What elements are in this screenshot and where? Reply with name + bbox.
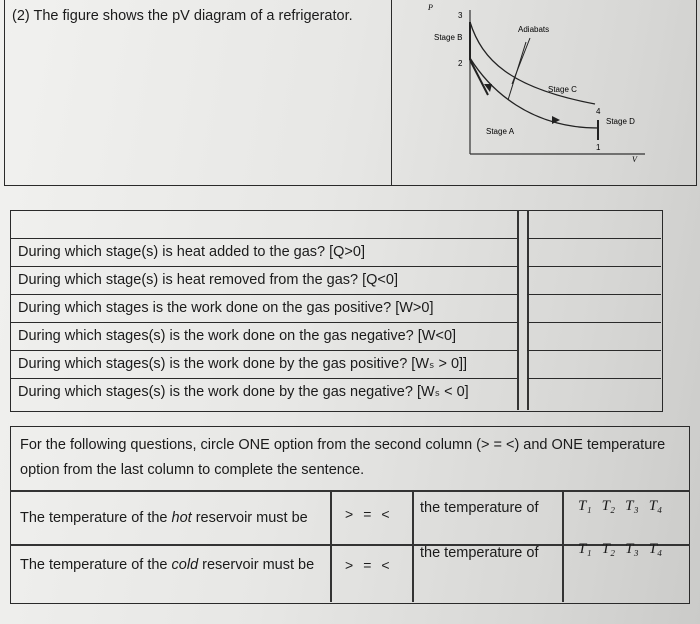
adiabats-pointer: [512, 38, 530, 84]
p-axis-label: P: [428, 3, 433, 12]
stage-c-label: Stage C: [548, 85, 577, 94]
point-4-label: 4: [596, 107, 601, 116]
stage-b-label: Stage B: [434, 33, 463, 42]
hot-comparison-text: the temperature of: [420, 500, 539, 516]
point-3-label: 3: [458, 11, 463, 20]
cold-comparison-text: the temperature of: [420, 545, 539, 561]
pv-diagram: [390, 0, 696, 184]
instruction-line-1: For the following questions, circle ONE option from the second column (> = <) and ONE temperature: [20, 437, 666, 453]
answer-cell[interactable]: [527, 294, 661, 323]
temperature-option[interactable]: T₂: [601, 541, 616, 557]
question-row: During which stage(s) is heat added to the gas? [Q>0]: [10, 238, 517, 267]
stage-a-line: [470, 60, 488, 95]
point-1-label: 1: [596, 143, 601, 152]
answer-cell[interactable]: [527, 238, 661, 267]
hot-emphasis: hot: [171, 510, 192, 526]
point-2-label: 2: [458, 59, 463, 68]
cold-comparison-options[interactable]: [345, 557, 400, 575]
temperature-option[interactable]: T₃: [625, 498, 639, 514]
answer-cell[interactable]: [527, 350, 661, 379]
stage-d-label: Stage D: [606, 117, 635, 126]
question-row: During which stages is the work done on the gas positive? [W>0]: [10, 294, 517, 323]
temperature-option[interactable]: T₄: [648, 498, 663, 514]
temperature-option[interactable]: T₃: [625, 541, 639, 557]
cold-reservoir-sentence: The temperature of the cold reservoir must be: [20, 557, 315, 573]
cold-emphasis: cold: [171, 557, 199, 573]
temperature-option[interactable]: T₄: [648, 541, 663, 557]
greater-than-option[interactable]: >: [345, 557, 354, 573]
greater-than-option[interactable]: >: [345, 506, 354, 522]
less-than-option[interactable]: <: [381, 557, 390, 573]
question-row: During which stages(s) is the work done on the gas negative? [W<0]: [10, 322, 517, 351]
instruction-line-2: option from the last column to complete the sentence.: [20, 462, 365, 478]
answer-cell[interactable]: [527, 378, 661, 407]
less-than-option[interactable]: <: [381, 506, 390, 522]
question-text: (2) The figure shows the pV diagram of a refrigerator.: [12, 8, 353, 24]
hot-temperature-options[interactable]: [578, 497, 672, 515]
question-row: During which stages(s) is the work done by the gas negative? [Wₛ < 0]: [10, 378, 517, 407]
question-row: During which stages(s) is the work done by the gas positive? [Wₛ > 0]]: [10, 350, 517, 379]
stage-a-label: Stage A: [486, 127, 515, 136]
temperature-option[interactable]: T₁: [578, 498, 592, 514]
question-row: During which stage(s) is heat removed from the gas? [Q<0]: [10, 266, 517, 295]
question-box: [4, 0, 392, 186]
hot-comparison-options[interactable]: [345, 506, 400, 524]
equals-option[interactable]: =: [363, 557, 372, 573]
equals-option[interactable]: =: [363, 506, 372, 522]
adiabat-lower: [470, 58, 598, 128]
temperature-option[interactable]: T₁: [578, 541, 592, 557]
answer-cell[interactable]: [527, 322, 661, 351]
cold-temperature-options[interactable]: [578, 540, 672, 558]
v-axis-label: V: [632, 155, 637, 164]
hot-reservoir-sentence: The temperature of the hot reservoir must be: [20, 510, 308, 526]
adiabats-label: Adiabats: [518, 25, 550, 34]
answer-cell[interactable]: [527, 266, 661, 295]
temperature-option[interactable]: T₂: [601, 498, 616, 514]
